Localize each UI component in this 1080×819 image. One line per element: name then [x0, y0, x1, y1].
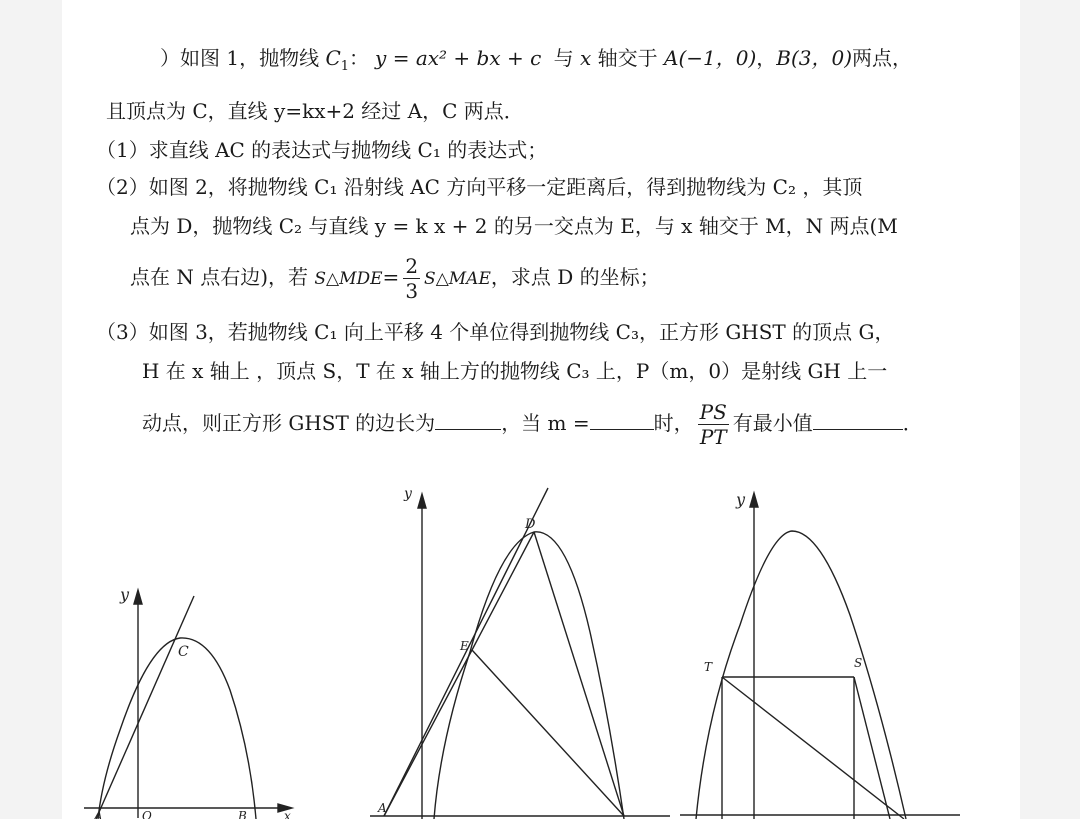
figure-2 — [370, 482, 670, 819]
figure-3 — [680, 485, 960, 819]
fig1-label-c: C — [178, 644, 189, 660]
ending-text: 两点， — [852, 46, 913, 70]
fig2-label-d: D — [525, 517, 536, 532]
fig2-parabola-c2 — [434, 532, 624, 819]
x-variable: x — [580, 46, 592, 70]
part-2-prefix: 点在 N 点右边)，若 — [130, 265, 315, 289]
fig1-label-b: B — [238, 809, 247, 819]
part-3-text-d: 有最小值 — [732, 411, 813, 435]
fig3-label-s: S — [854, 656, 863, 670]
fig1-line-ac — [96, 596, 194, 819]
fig1-label-y: y — [120, 585, 130, 604]
area-mae: S△MAE — [424, 269, 491, 289]
part-2-line-2: 点为 D，抛物线 C₂ 与直线 y = k x + 2 的另一交点为 E，与 x 轴交于 M，N 两点(M — [130, 214, 898, 238]
fraction-two-thirds — [403, 254, 420, 303]
point-b: B(3，0) — [776, 46, 853, 70]
axis-text: 轴交于 — [591, 46, 664, 70]
fig2-segment-em — [472, 650, 624, 816]
part-3-text-a: 动点，则正方形 GHST 的边长为 — [142, 411, 436, 435]
equals-sign: = — [382, 265, 400, 289]
ratio-numerator: PS — [699, 400, 727, 424]
fig3-segment-sp — [854, 677, 890, 819]
separator: ， — [756, 46, 777, 70]
problem-statement-line-1 — [160, 44, 912, 81]
part-3-line-1: （3）如图 3，若抛物线 C₁ 向上平移 4 个单位得到抛物线 C₃，正方形 GHST 的顶点 G， — [96, 320, 895, 344]
fig2-y-arrow — [418, 494, 426, 508]
fig1-label-o: O — [142, 809, 152, 819]
fig2-label-a: A — [378, 801, 387, 815]
fig3-parabola-c3 — [696, 531, 906, 819]
fig2-segment-dm — [534, 532, 624, 816]
figure-1 — [80, 580, 310, 819]
part-2-line-3 — [130, 252, 660, 304]
colon: ： — [349, 46, 370, 70]
fig1-y-arrow — [134, 590, 142, 604]
curve-name: C — [325, 46, 341, 70]
answer-blank-min[interactable] — [813, 411, 903, 430]
fig1-label-x: x — [284, 809, 291, 819]
fraction-denominator: 3 — [405, 279, 419, 303]
fig2-segment-de — [472, 532, 534, 650]
fig3-y-arrow — [750, 493, 758, 507]
part-3-end: ． — [902, 411, 923, 435]
part-3-text-b: ，当 m = — [501, 411, 590, 435]
part-3-line-3 — [142, 398, 923, 449]
curve-subscript: 1 — [340, 59, 350, 74]
part-2-line-1: （2）如图 2，将抛物线 C₁ 沿射线 AC 方向平移一定距离后，得到抛物线为 C₂ ，其顶 — [96, 175, 863, 199]
fig3-segment-tp — [722, 677, 904, 819]
part-1-question: （1）求直线 AC 的表达式与抛物线 C₁ 的表达式； — [96, 138, 548, 162]
intro-text: ）如图 1，抛物线 — [160, 46, 326, 70]
connector-text: 与 — [547, 46, 580, 70]
answer-blank-m[interactable] — [590, 411, 654, 430]
fig2-segment-ae — [384, 650, 472, 816]
fig2-label-e: E — [460, 639, 469, 653]
fig2-label-y: y — [404, 486, 412, 502]
area-mde: S△MDE — [314, 269, 383, 289]
ratio-denominator: PT — [699, 425, 727, 449]
part-3-line-2: H 在 x 轴上 ，顶点 S，T 在 x 轴上方的抛物线 C₃ 上，P（m，0）是射线 GH 上一 — [142, 359, 888, 383]
part-3-text-c: 时， — [653, 411, 694, 435]
part-2-suffix: ，求点 D 的坐标； — [490, 265, 660, 289]
answer-blank-side[interactable] — [435, 411, 501, 430]
fig3-label-t: T — [704, 660, 713, 674]
fig3-label-y: y — [736, 490, 746, 509]
problem-statement-line-2: 且顶点为 C，直线 y=kx+2 经过 A，C 两点． — [106, 99, 524, 123]
point-a: A(−1，0) — [664, 46, 757, 70]
ratio-ps-pt — [698, 400, 729, 449]
fraction-numerator: 2 — [405, 254, 419, 278]
parabola-equation: y = ax² + bx + c — [375, 46, 542, 70]
fig1-label-a: A — [94, 809, 103, 819]
fig1-parabola-c1 — [98, 638, 256, 819]
